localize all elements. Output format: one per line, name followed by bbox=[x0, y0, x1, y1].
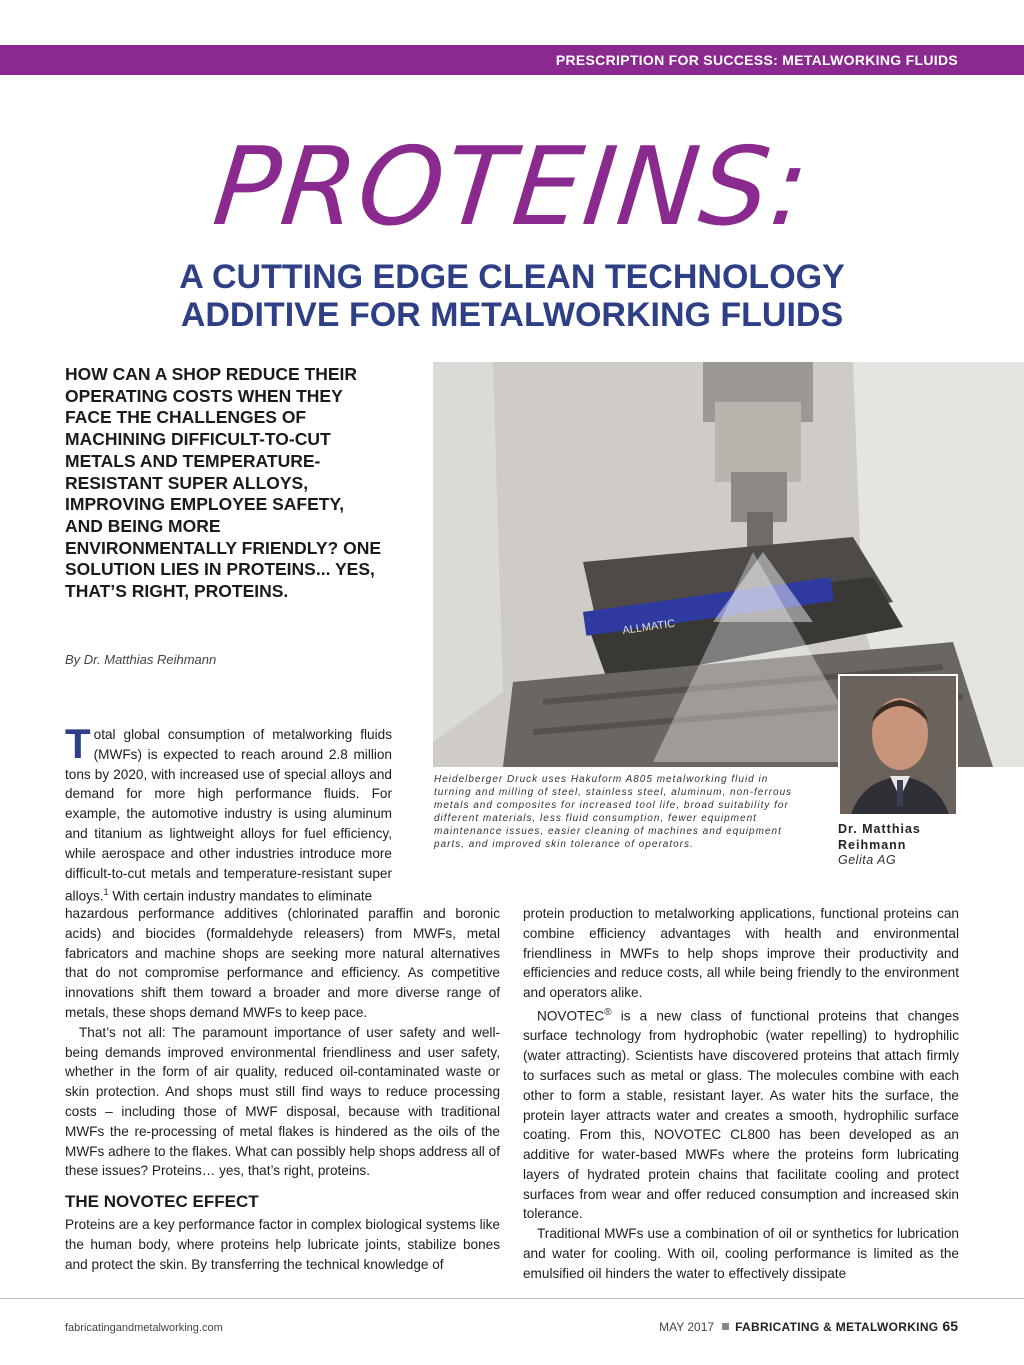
article-intro bbox=[65, 720, 392, 907]
paragraph: That’s not all: The paramount importance of user safety and well-being demands improved environmental friendliness and user safety, whether in the form of air quality, reduced oil-contaminated waste or skin protection. And shops must still find ways to reduce processing costs – including those of MWF disposal, because with traditional MWFs the re-processing of metal flakes is hindered as the oils of the MWFs adhere to the flakes. What can possibly help shops address all of these issues? Proteins… yes, that’s right, proteins. bbox=[65, 1024, 500, 1179]
footer-folio bbox=[659, 1318, 958, 1334]
article-subtitle bbox=[0, 258, 1024, 334]
paragraph: Proteins are a key performance factor in complex biological systems like the human body, where proteins help lubricate joints, stabilize bones and protect the skin. By transferring the technical knowledge of bbox=[65, 1217, 500, 1272]
author-portrait bbox=[838, 674, 958, 816]
paragraph-text: is a new class of functional proteins that changes surface technology from hydrophobic (water repelling) to hydrophilic (water attracting). Scientists have discovered proteins that attach firmly to surfaces such as metal or glass. The molecules combine with each other to form a stable, resistant layer. As water hits the surface, the protein layer attracts water and creates a smooth, hydrophilic surface coating. From this, NOVOTEC CL800 has been developed as an additive for water-based MWFs where the proteins form lubricating layers of hydrated protein chains that facilitate cooling and protect surfaces from wear and offer reduced consumption and increased skin tolerance. bbox=[523, 1008, 959, 1222]
section-banner bbox=[0, 45, 1024, 75]
section-banner-label: PRESCRIPTION FOR SUCCESS: METALWORKING FLUIDS bbox=[555, 52, 958, 68]
square-bullet-icon bbox=[722, 1323, 729, 1330]
page-number: 65 bbox=[942, 1318, 958, 1334]
subtitle-line-2: ADDITIVE FOR METALWORKING FLUIDS bbox=[180, 296, 844, 334]
intro-tail: With certain industry mandates to eliminate bbox=[108, 888, 373, 904]
paragraph: protein production to metalworking applications, functional proteins can combine efficiency advantages with health and environmental friendliness in MWFs to help shops improve their productivity and efficiencies and reduce costs, all while being friendly to the environment and operators alike. bbox=[523, 906, 959, 1001]
byline: By Dr. Matthias Reihmann bbox=[65, 652, 217, 667]
intro-text: otal global consumption of metalworking fluids (MWFs) is expected to reach around 2.8 million tons by 2020, with increased use of special alloys and demand for more high performance fluids. For example, the automotive industry is using aluminum and titanium as lightweight alloys for fuel efficiency, while aerospace and other industries introduce more difficult-to-cut metals and temperature-resistant super alloys. bbox=[65, 727, 392, 904]
article-column-right bbox=[523, 904, 959, 1284]
section-heading: THE NOVOTEC EFFECT bbox=[65, 1192, 259, 1212]
author-organization: Gelita AG bbox=[838, 853, 897, 867]
vise-label: ALLMATIC bbox=[621, 617, 676, 637]
subtitle-line-1: A CUTTING EDGE CLEAN TECHNOLOGY bbox=[179, 258, 845, 296]
author-name: Dr. Matthias Reihmann bbox=[838, 822, 921, 852]
registered-mark: ® bbox=[604, 1006, 612, 1018]
magazine-name: FABRICATING & METALWORKING bbox=[735, 1320, 939, 1334]
paragraph bbox=[523, 1003, 959, 1224]
footnote-marker: 1 bbox=[103, 887, 109, 898]
footer-divider bbox=[0, 1298, 1024, 1299]
article-column-left bbox=[65, 904, 500, 1275]
article-title: PROTEINS: bbox=[207, 125, 817, 250]
author-portrait-illustration bbox=[840, 676, 958, 816]
paragraph: Traditional MWFs use a combination of oil or synthetics for lubrication and water for cooling. With oil, cooling performance is limited as the emulsified oil hinders the water to effectively dissipate bbox=[523, 1226, 959, 1281]
issue-date: MAY 2017 bbox=[659, 1320, 715, 1334]
brand-name: NOVOTEC bbox=[537, 1008, 605, 1024]
photo-caption: Heidelberger Druck uses Hakuform A805 metalworking fluid in turning and milling of steel, stainless steel, aluminum, non-ferrous metals and composites for increased tool life, broad suitability for different materials, less fluid consumption, fewer equipment maintenance issues, easier cleaning of machines and equipment parts, and improved skin tolerance of operators. bbox=[434, 774, 793, 850]
footer-website: fabricatingandmetalworking.com bbox=[65, 1322, 223, 1334]
drop-cap: T bbox=[65, 720, 91, 767]
paragraph: hazardous performance additives (chlorinated paraffin and boronic acids) and biocides (formaldehyde releasers) from MWFs, metal fabricators and machine shops are seeking more natural alternatives that do not compromise performance and efficiency. As competitive innovations shift them toward a broader and more diverse range of metals, these shops demand MWFs to keep pace. bbox=[65, 906, 500, 1020]
article-deck: HOW CAN A SHOP REDUCE THEIR OPERATING COSTS WHEN THEY FACE THE CHALLENGES OF MACHINING DIFFICULT-TO-CUT METALS AND TEMPERATURE-RESISTANT SUPER ALLOYS, IMPROVING EMPLOYEE SAFETY, AND BEING MORE ENVIRONMENTALLY FRIENDLY? ONE SOLUTION LIES IN PROTEINS... YES, THAT’S RIGHT, PROTEINS. bbox=[65, 364, 382, 602]
